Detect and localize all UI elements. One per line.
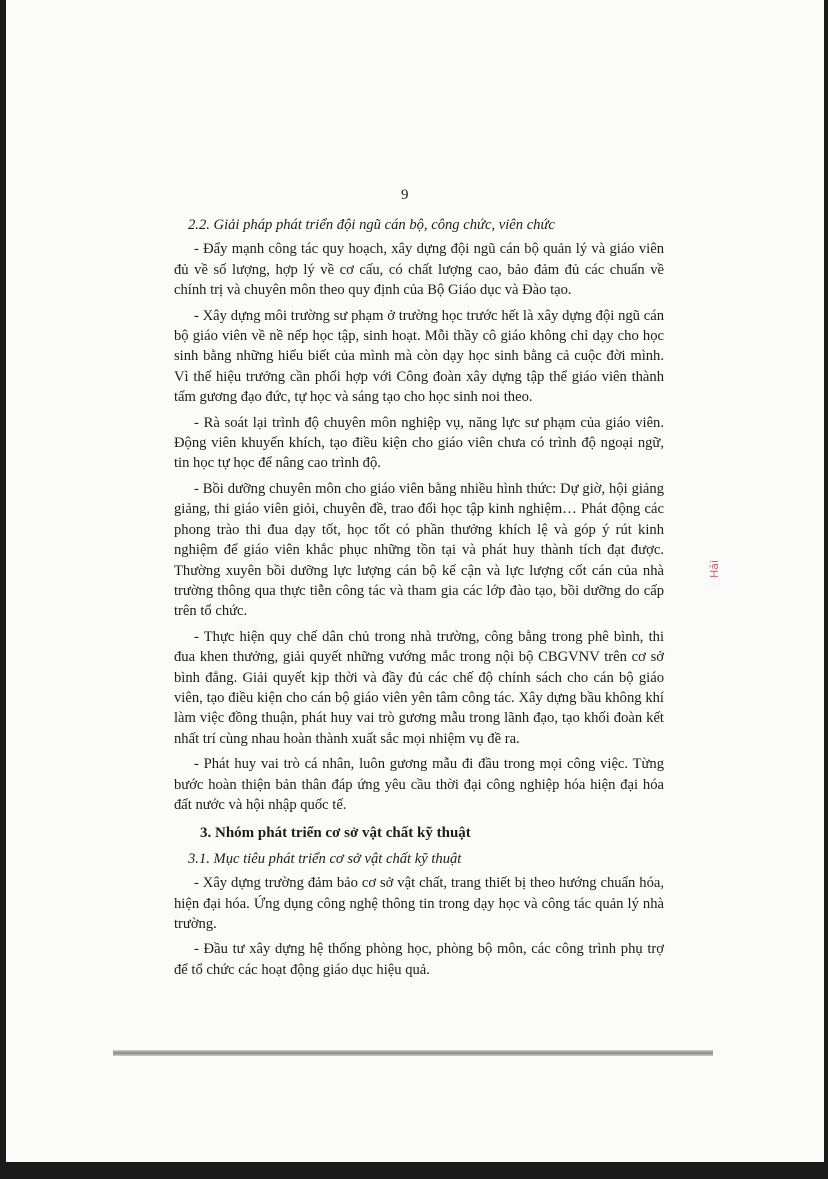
page-content (174, 215, 664, 985)
paragraph: - Rà soát lại trình độ chuyên môn nghiệp vụ, năng lực sư phạm của giáo viên. Động viên khuyến khích, tạo điều kiện cho giáo viên chưa có trình độ ngoại ngữ, tin học tự học để nâng cao trình độ. (174, 414, 664, 472)
paragraph: - Đẩy mạnh công tác quy hoạch, xây dựng đội ngũ cán bộ quản lý và giáo viên đủ về số lượng, hợp lý về cơ cấu, có chất lượng cao, bảo đảm đủ các chuẩn về chính trị và chuyên môn theo quy định của Bộ Giáo dục và Đào tạo. (174, 241, 664, 299)
section-3-heading: 3. Nhóm phát triển cơ sở vật chất kỹ thuật (200, 825, 471, 842)
paragraph: - Đầu tư xây dựng hệ thống phòng học, phòng bộ môn, các công trình phụ trợ để tổ chức các hoạt động giáo dục hiệu quả. (174, 941, 664, 978)
paragraph: - Xây dựng trường đảm bảo cơ sở vật chất, trang thiết bị theo hướng chuẩn hóa, hiện đại hóa. Ứng dụng công nghệ thông tin trong dạy học và công tác quản lý nhà trường. (174, 875, 664, 932)
paragraph: - Bồi dưỡng chuyên môn cho giáo viên bằng nhiều hình thức: Dự giờ, hội giảng giảng, thi giáo viên giỏi, chuyên đề, trao đổi học tập kinh nghiệm… Phát động các phong trào thi đua dạy tốt, học tốt có phần thưởng khích lệ và góp ý rút kinh nghiệm để giáo viên khắc phục những tồn tại và phát huy thành tích đạt được. Thường xuyên bồi dưỡng lực lượng cán bộ kế cận và lực lượng cốt cán của nhà trường thông qua thực tiễn công tác và tham gia các lớp đào tạo, bồi dưỡng do cấp trên tổ chức. (174, 480, 664, 620)
scan-edge-divider (113, 1050, 713, 1056)
paragraph: - Phát huy vai trò cá nhân, luôn gương mẫu đi đầu trong mọi công việc. Từng bước hoàn thiện bản thân đáp ứng yêu cầu thời đại công nghiệp hóa hiện đại hóa đất nước và hội nhập quốc tế. (174, 756, 664, 813)
document-page (6, 0, 824, 1162)
bottom-bar (0, 1162, 828, 1179)
paragraph: - Xây dựng môi trường sư phạm ở trường học trước hết là xây dựng đội ngũ cán bộ giáo viên về nề nếp học tập, sinh hoạt. Mỗi thầy cô giáo không chỉ dạy cho học sinh bằng những hiểu biết của mình mà còn dạy học sinh bằng cả cuộc đời mình. Vì thế hiệu trưởng cần phối hợp với Công đoàn xây dựng tập thể giáo viên thành tấm gương đạo đức, tự học và sáng tạo cho học sinh noi theo. (174, 307, 664, 406)
section-2-2-heading: 2.2. Giải pháp phát triển đội ngũ cán bộ, công chức, viên chức (188, 217, 555, 233)
page-number: 9 (401, 187, 409, 203)
paragraph: - Thực hiện quy chế dân chủ trong nhà trường, công bằng trong phê bình, thi đua khen thưởng, giải quyết những vướng mắc trong nội bộ CBGVNV trên cơ sở bình đẳng. Giải quyết kịp thời và đầy đủ các chế độ chính sách cho cán bộ giáo viên, tạo điều kiện cho cán bộ giáo viên yên tâm công tác. Xây dựng bầu không khí làm việc đồng thuận, phát huy vai trò gương mẫu trong lãnh đạo, tạo khối đoàn kết nhất trí cùng nhau hoàn thành xuất sắc mọi nhiệm vụ đề ra. (174, 628, 664, 747)
margin-stamp: Hải (708, 559, 721, 578)
section-3-1-heading: 3.1. Mục tiêu phát triển cơ sở vật chất kỹ thuật (188, 850, 462, 867)
